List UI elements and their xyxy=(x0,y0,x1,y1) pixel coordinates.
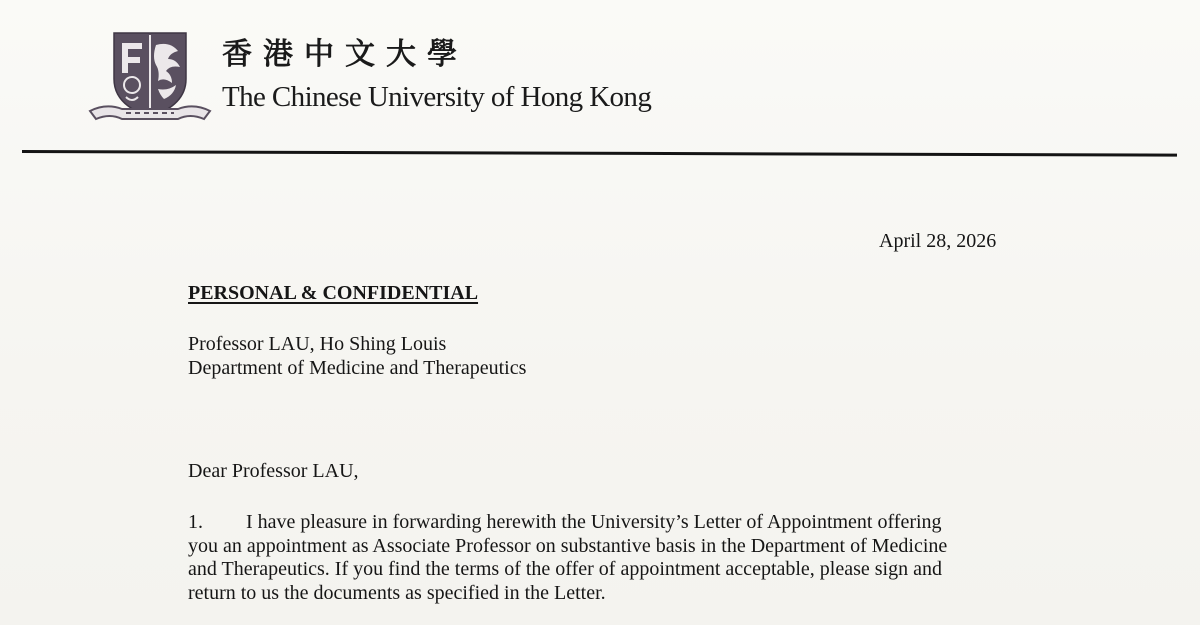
paragraph-number: 1. xyxy=(188,511,203,533)
paragraph-line-text: I have pleasure in forwarding herewith the University’s Letter of Appointment offering xyxy=(246,511,942,533)
paragraph-line: you an appointment as Associate Professor on substantive basis in the Department of Medicine xyxy=(188,534,948,557)
addressee-department: Department of Medicine and Therapeutics xyxy=(188,357,527,379)
letter-date: April 28, 2026 xyxy=(879,230,997,252)
addressee-name: Professor LAU, Ho Shing Louis xyxy=(188,333,447,355)
paragraph-line: and Therapeutics. If you find the terms of the offer of appointment acceptable, please sign and xyxy=(188,558,942,580)
cuhk-crest-icon xyxy=(86,27,214,131)
confidential-heading: PERSONAL & CONFIDENTIAL xyxy=(188,282,479,304)
paragraph-1 xyxy=(188,511,1088,605)
paragraph-line: return to us the documents as specified in the Letter. xyxy=(188,581,606,604)
paragraph-line xyxy=(188,511,1088,535)
university-name-chinese: 香港中文大學 xyxy=(222,37,468,72)
university-name-english: The Chinese University of Hong Kong xyxy=(222,81,652,113)
letterhead-divider xyxy=(22,150,1177,157)
salutation: Dear Professor LAU, xyxy=(188,460,359,482)
